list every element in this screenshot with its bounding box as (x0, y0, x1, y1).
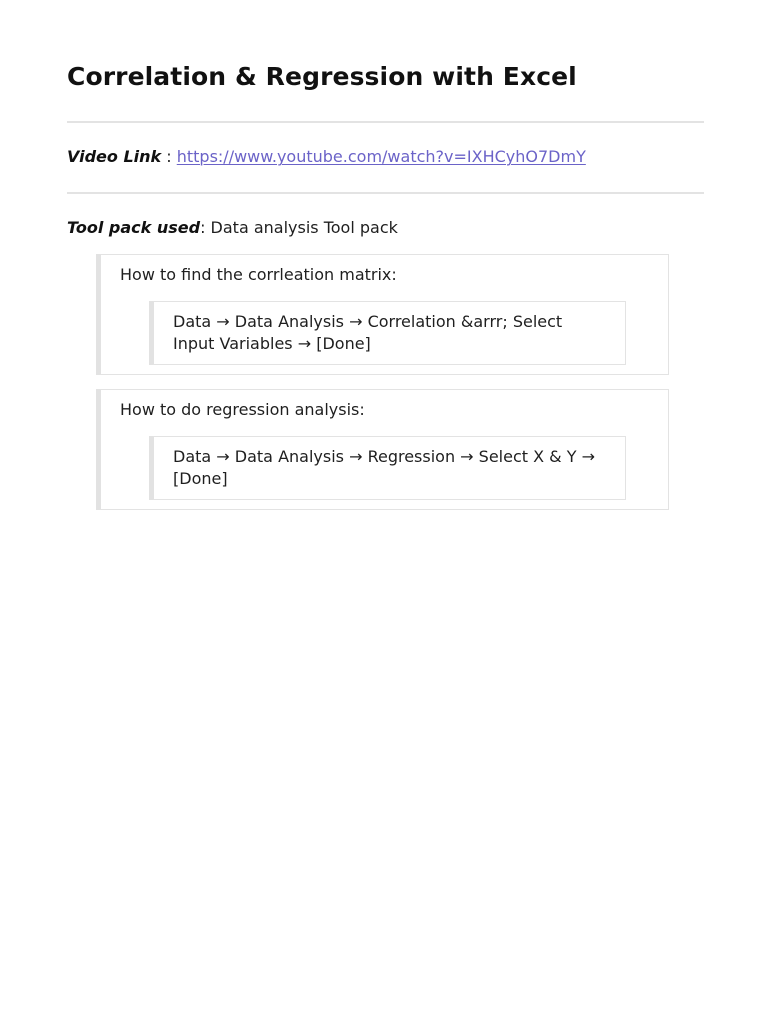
page-title: Correlation & Regression with Excel (67, 62, 577, 91)
divider-top (67, 121, 704, 123)
video-link-url[interactable]: https://www.youtube.com/watch?v=IXHCyhO7DmY (176, 147, 586, 166)
regression-section (96, 389, 669, 510)
correlation-steps: Data → Data Analysis → Correlation &arrr; Select Input Variables → [Done] (149, 301, 626, 365)
video-link-line (67, 147, 586, 166)
tool-pack-separator: : (200, 218, 211, 237)
divider-middle (67, 192, 704, 194)
video-link-separator: : (161, 147, 177, 166)
tool-pack-label: Tool pack used (67, 218, 201, 237)
tool-pack-value: Data analysis Tool pack (210, 218, 398, 237)
correlation-heading: How to find the corrleation matrix: (120, 265, 397, 284)
video-link-label: Video Link (67, 147, 162, 166)
regression-heading: How to do regression analysis: (120, 400, 365, 419)
correlation-section (96, 254, 669, 375)
tool-pack-line (67, 218, 398, 237)
regression-steps: Data → Data Analysis → Regression → Select X & Y → [Done] (149, 436, 626, 500)
